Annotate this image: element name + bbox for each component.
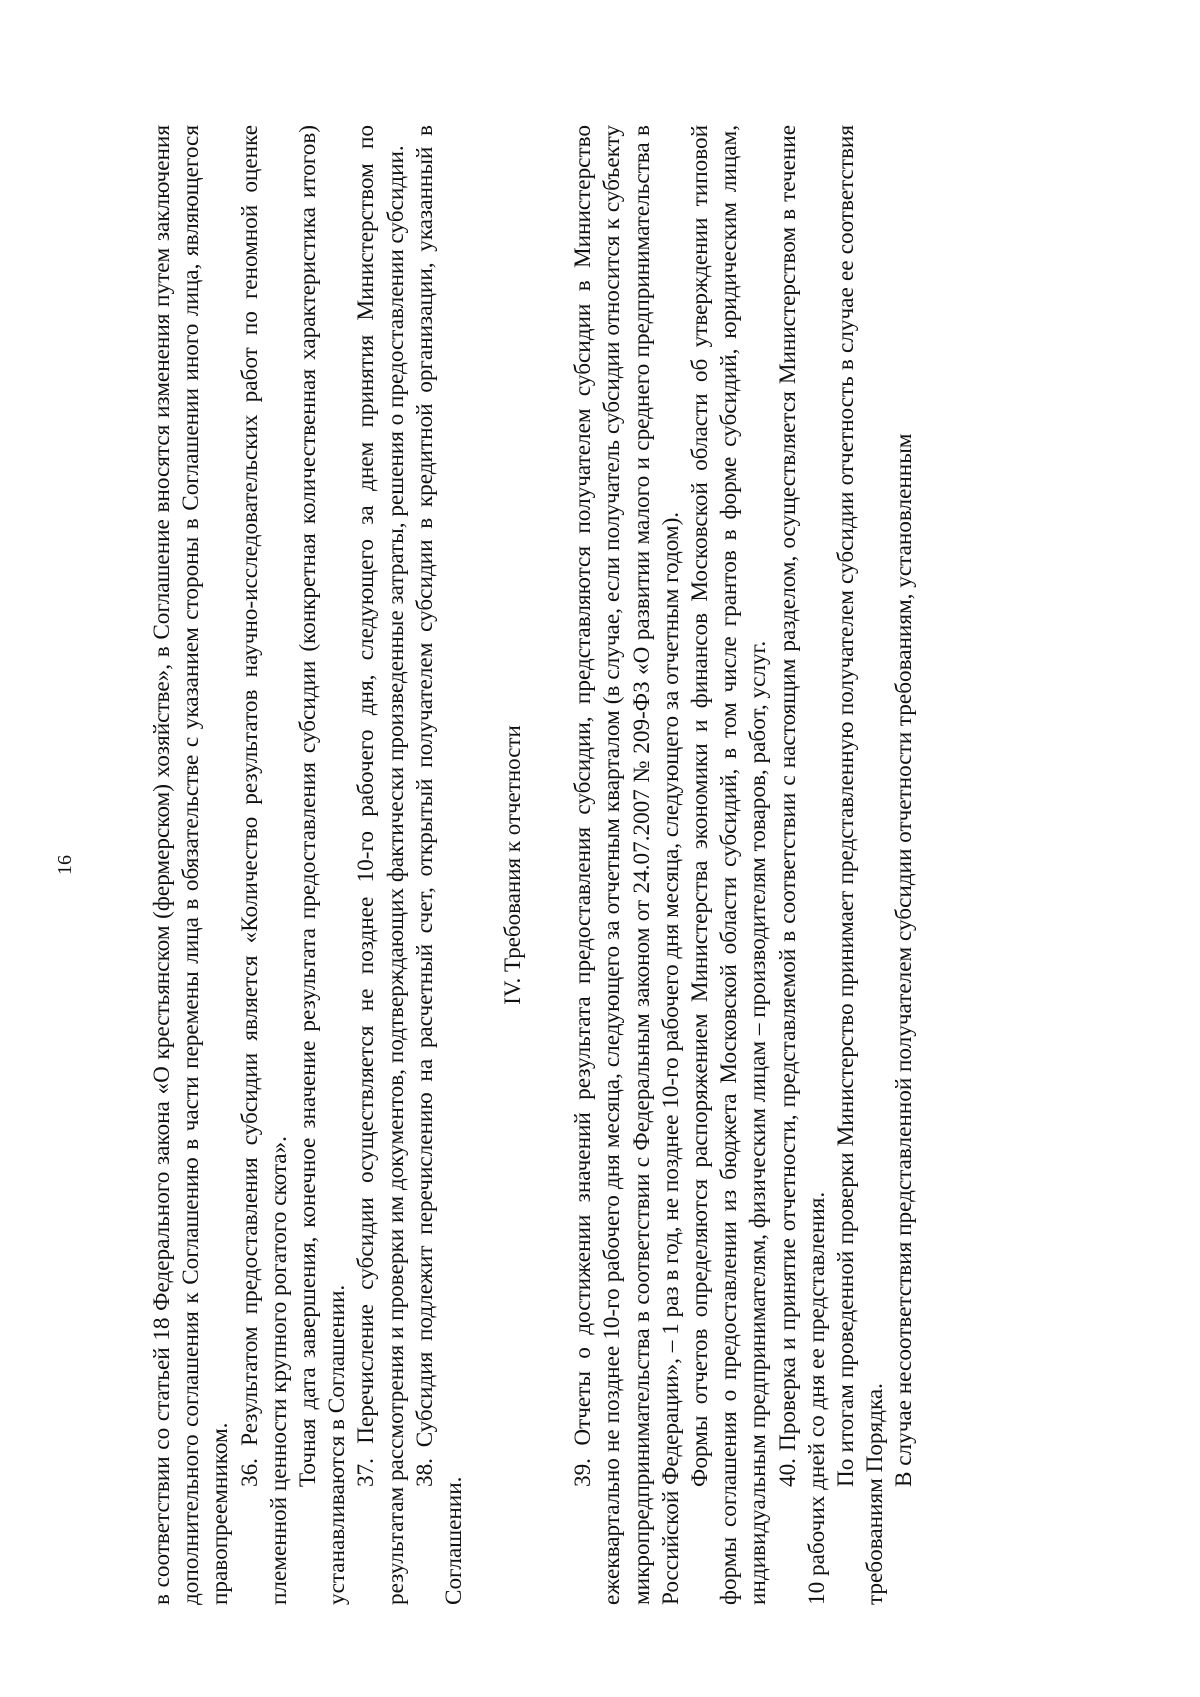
- paragraph-37: 37. Перечисление субсидии осуществляется не позднее 10-го рабочего дня, следующего за днем принятия Министерством по результатам рассмотрения и проверки им документов, подтверждающих фактически произведенные затраты, решения о предоставлении субсидии.: [353, 125, 409, 1605]
- paragraph-36: 36. Результатом предоставления субсидии является «Количество результатов научно-исследовательских работ по геномной оценке племенной ценности крупного рогатого скота».: [236, 125, 292, 1605]
- paragraph-39: 39. Отчеты о достижении значений результата предоставления субсидии, представляются получателем субсидии в Министерство ежеквартально не позднее 10-го рабочего дня месяца, следующего за отчетным кварталом (в случае, если получатель субсидии относится к субъекту микропредпринимательства в соответствии с Федеральным законом от 24.07.2007 № 209-ФЗ «О развитии малого и среднего предпринимательства в Российской Федерации», – 1 раз в год, не позднее 10-го рабочего дня месяца, следующего за отчетным годом).: [570, 125, 684, 1605]
- paragraph-forms: Формы отчетов определяются распоряжением Министерства экономики и финансов Московской области об утверждении типовой формы соглашения о предоставлении из бюджета Московской области субсидий, в том числе грантов в форме субсидий, юридическим лицам, индивидуальным предпринимателям, физическим лицам – производителям товаров, работ, услуг.: [687, 125, 772, 1605]
- paragraph-federal-law: в соответствии со статьей 18 Федерального закона «О крестьянском (фермерском) хозяйстве», в Соглашение вносятся изменения путем заключения дополнительного соглашения к Соглашению в части перемены лица в обязательстве с указанием стороны в Соглашении иного лица, являющегося правопреемником.: [149, 125, 234, 1605]
- paragraph-mismatch: В случае несоответствия представленной получателем субсидии отчетности требованиям, установленным: [891, 433, 918, 1487]
- rotated-content: [54, 125, 920, 1605]
- paragraph-38: 38. Субсидия подлежит перечислению на расчетный счет, открытый получателем субсидии в кредитной организации, указанный в Соглашении.: [411, 125, 468, 1605]
- paragraph-40: 40. Проверка и принятие отчетности, представляемой в соответствии с настоящим разделом, осуществляется Министерством в течение 10 рабочих дней со дня ее представления.: [774, 125, 830, 1605]
- paragraph-exact-date: Точная дата завершения, конечное значение результата предоставления субсидии (конкретная количественная характеристика итогов) устанавливаются в Соглашении.: [295, 125, 351, 1605]
- section-title: IV. Требования к отчетности: [500, 725, 526, 1005]
- page-number: 16: [54, 855, 76, 875]
- paragraph-results: По итогам проведенной проверки Министерство принимает представленную получателем субсидии отчетность в случае ее соответствия требованиям Порядка.: [833, 125, 889, 1605]
